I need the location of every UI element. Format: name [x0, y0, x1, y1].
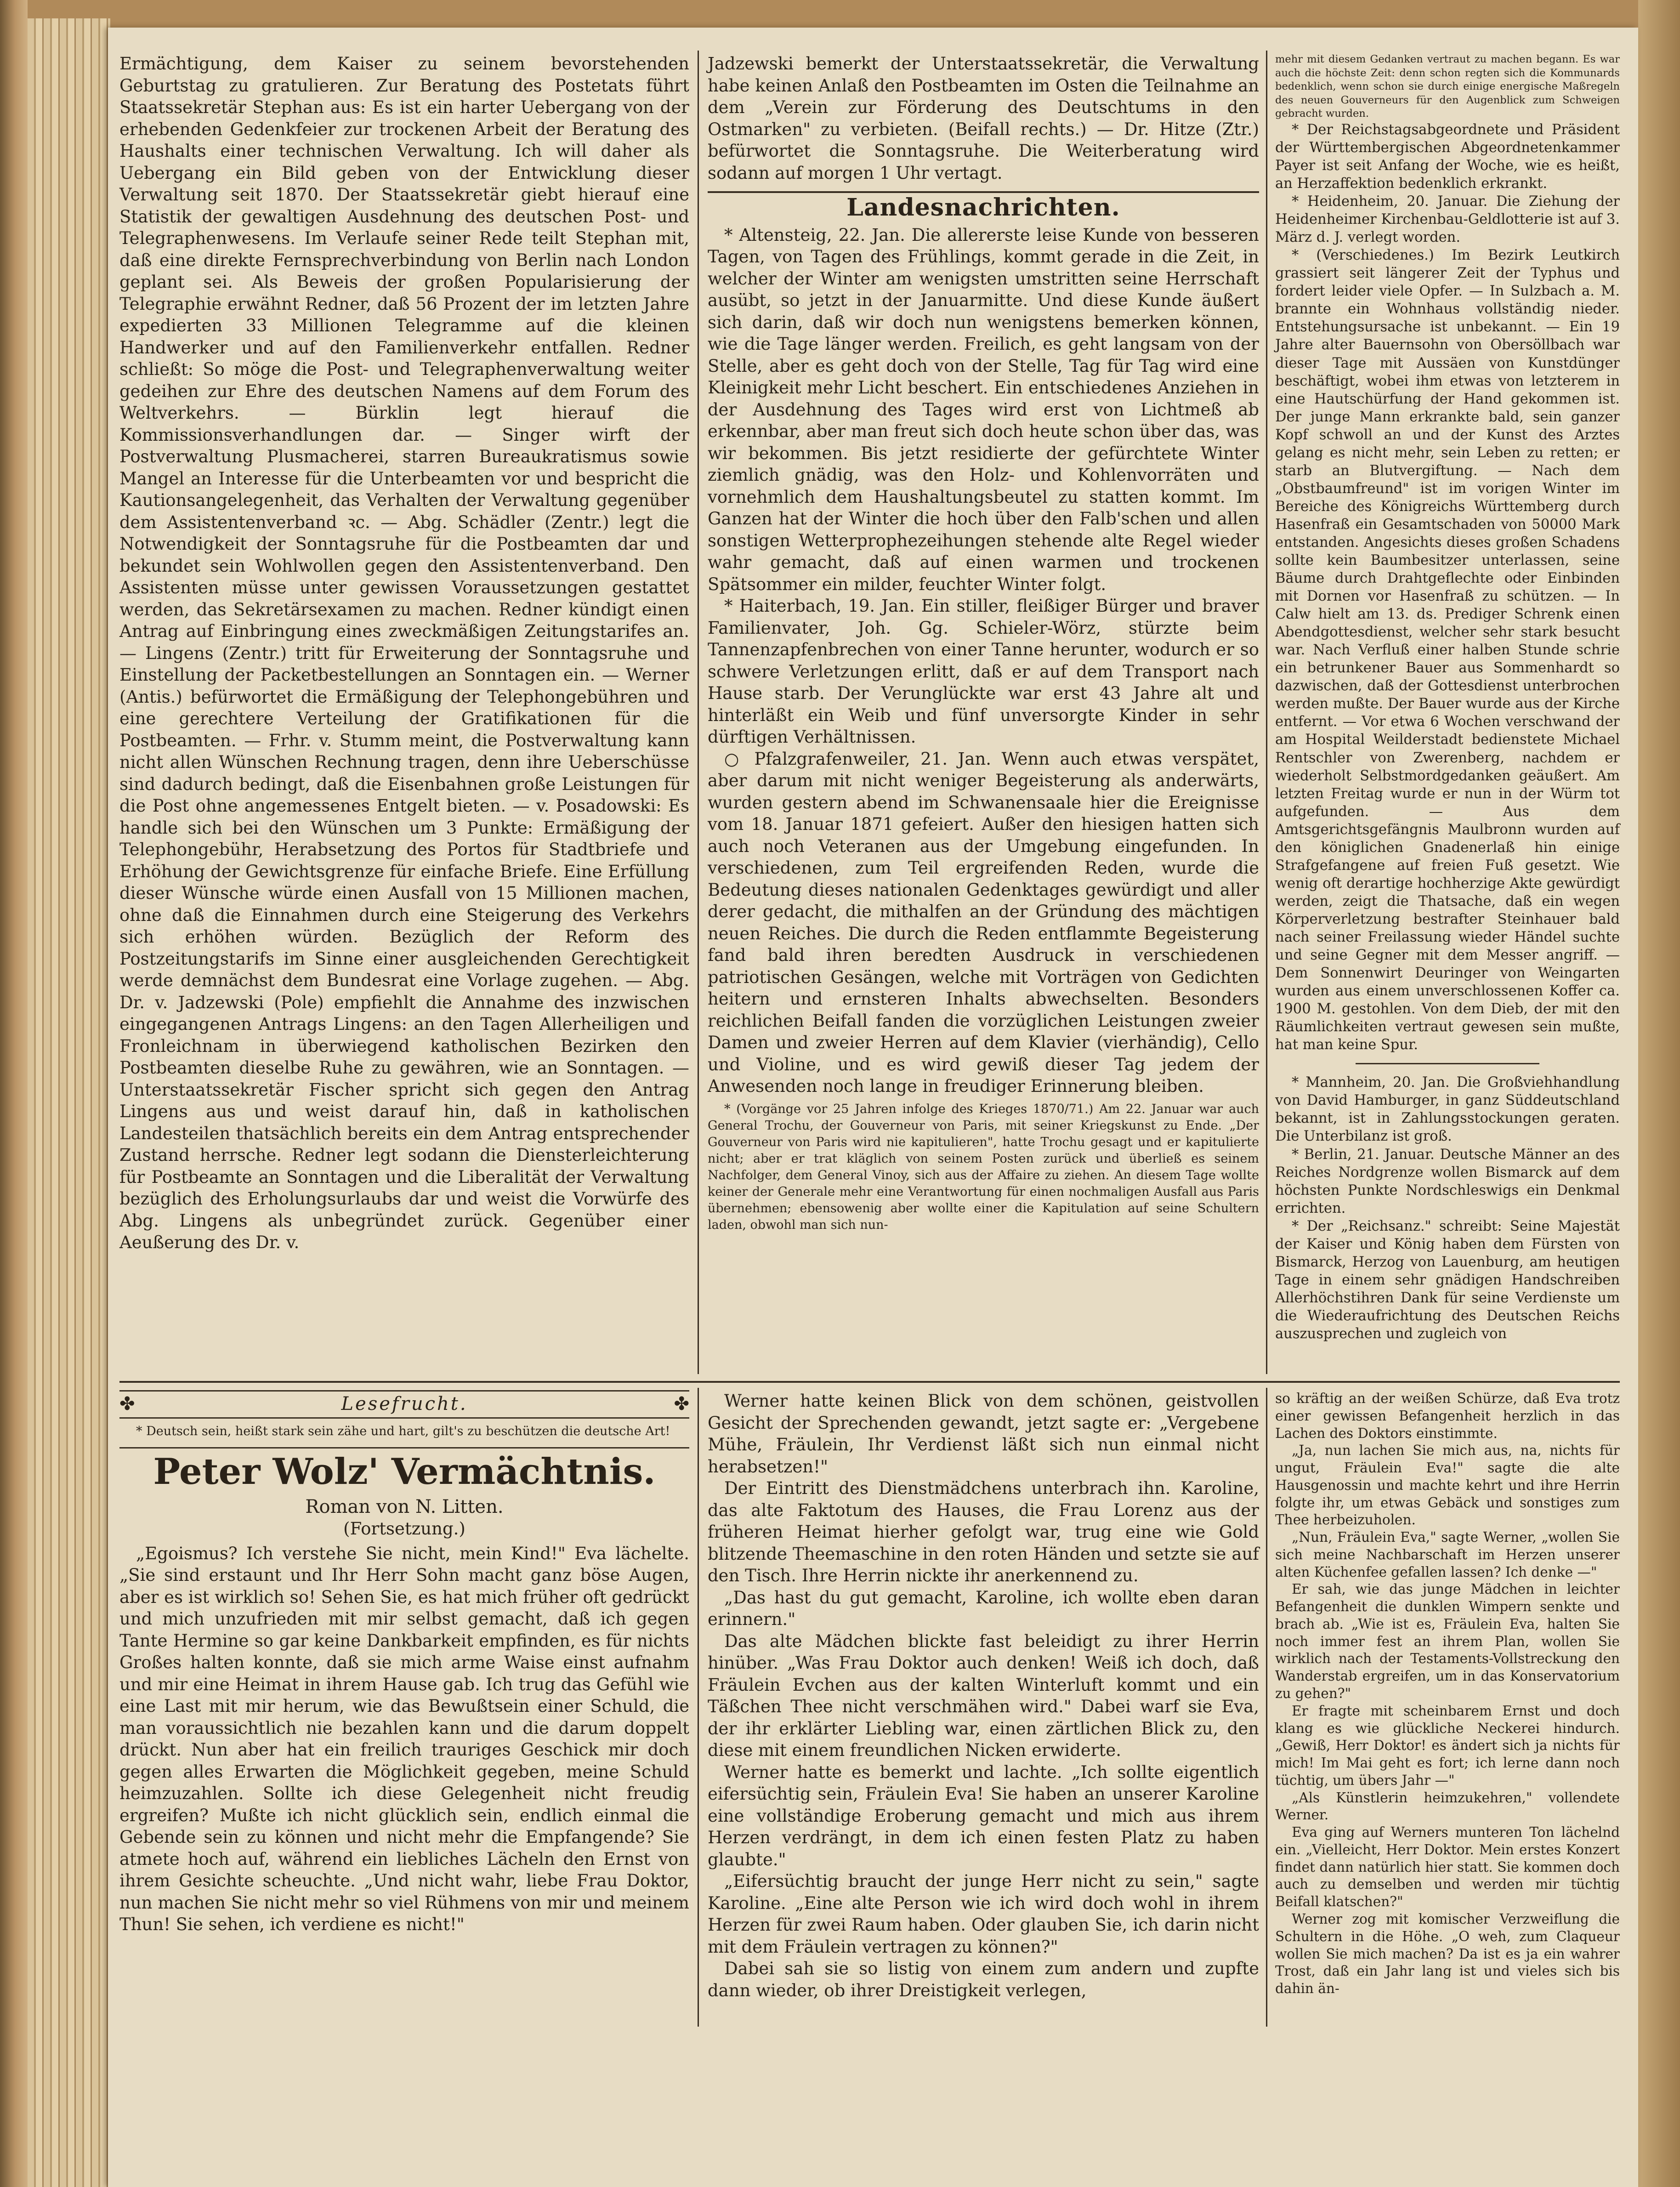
- paragraph: Er sah, wie das junge Mädchen in leichter Befangenheit die dunklen Wimpern senkte und brach ab. „Wie ist es, Fräulein Eva, halten Sie noch immer fest an ihrem Plan, wollen Sie wirklich nach der Testaments-Vollstreckung den Wanderstab ergreifen, um in das Konservatorium zu gehen?": [1275, 1581, 1620, 1702]
- paragraph: ○ Pfalzgrafenweiler, 21. Jan. Wenn auch etwas verspätet, aber darum mit nicht weniger Begeisterung als anderwärts, wurden gestern abend im Schwanensaale hier die Ereignisse vom 18. Januar 1871 gefeiert. Außer den hiesigen hatten sich auch noch Veteranen aus der Umgebung eingefunden. In verschiedenen, zum Teil ergreifenden Reden, wurde die Bedeutung dieses nationalen Gedenktages gewürdigt und aller derer gedacht, die mithalfen an der Gründung des mächtigen neuen Reiches. Die durch die Reden entflammte Begeisterung fand bald ihren beredten Ausdruck in verschiedenen patriotischen Gesängen, welche mit Vorträgen von Gedichten heitern und ernsteren Inhalts abwechselten. Besonders reichlichen Beifall fanden die vorzüglichen Leistungen zweier Damen und zweier Herren auf dem Klavier (vierhändig), Cello und Violine, und es wird gewiß dieser Tag jedem der Anwesenden noch lange in freudiger Erinnerung bleiben.: [708, 749, 1259, 1096]
- section-heading: Landesnachrichten.: [846, 193, 1120, 222]
- book-spine-edge: [0, 0, 28, 2187]
- footnote: * (Vorgänge vor 25 Jahren infolge des Krieges 1870/71.) Am 22. Januar war auch General Trochu, der Gouverneur von Paris, mit seiner Kriegskunst zu Ende. „Der Gouverneur von Paris wird nie kapitulieren", hatte Trochu gesagt und er kapitulierte nicht; aber er trat kläglich von seinem Posten zurück und überließ es seinem Nachfolger, dem General Vinoy, sich aus der Affaire zu ziehen. An diesem Tage wollte keiner der Generale mehr eine Verantwortung für einen nochmaligen Ausfall aus Paris übernehmen; ebensowenig aber wollte einer die Kapitulation auf seine Schultern laden, obwohl man sich nun-: [708, 1102, 1259, 1232]
- paragraph: Werner hatte keinen Blick von dem schönen, geistvollen Gesicht der Sprechenden gewandt, jetzt sagte er: „Vergebene Mühe, Fräulein, Ihr Verdienst läßt sich nun einmal nicht herabsetzen!": [708, 1391, 1259, 1477]
- paragraph: Werner hatte es bemerkt und lachte. „Ich sollte eigentlich eifersüchtig sein, Fräulein Eva! Sie haben an unserer Karoline eine vollständige Eroberung gemacht und mich aus ihrem Herzen verdrängt, in dem ich einen festen Platz zu haben glaubte.": [708, 1762, 1259, 1869]
- column-3: [1275, 53, 1620, 1343]
- paragraph: * Altensteig, 22. Jan. Die allererste leise Kunde von besseren Tagen, von Tagen des Frühlings, kommt gerade in die Zeit, in welcher der Winter am wenigsten umstritten seine Herrschaft ausübt, so jetzt in der Januarmitte. Und diese Kunde äußert sich darin, daß wir doch nun wenigstens bemerken können, wie die Tage länger werden. Freilich, es geht langsam von der Stelle, aber es geht doch von der Stelle, Tag für Tag wird eine Kleinigkeit mehr Licht beschert. Ein entschiedenes Anziehen in der Ausdehnung des Tages wird erst von Lichtmeß ab erkennbar, aber man freut sich doch heute schon über das, was wir bekommen. Bis jetzt residierte der gefürchtete Winter ziemlich gnädig, was den Holz- und Kohlenvorräten und vornehmlich dem Haushaltungsbeutel zu statten kommt. Im Ganzen hat der Winter die hoch über den Falb'schen und allen sonstigen Wetterprophezeihungen stehende alte Regel wieder wahr gemacht, daß auf einen warmen und trockenen Spätsommer ein milder, feuchter Winter folgt.: [708, 225, 1259, 594]
- novel-title: Peter Wolz' Vermächtnis.: [153, 1450, 656, 1493]
- paragraph: Werner zog mit komischer Verzweiflung die Schultern in die Höhe. „O weh, zum Claqueur wollen Sie mich machen? Da ist es ja ein wahrer Trost, daß ein Jahr lang ist und vieles sich bis dahin än-: [1275, 1911, 1620, 1997]
- book-right-edge: [1638, 0, 1680, 2187]
- novel-author: Roman von N. Litten.: [305, 1496, 504, 1517]
- paragraph: * Der Reichstagsabgeordnete und Präsident der Württembergischen Abgeordnetenkammer Payer ist seit Anfang der Woche, wie es heißt, an Herzaffektion bedenklich erkrankt.: [1275, 121, 1620, 192]
- paragraph: * Der „Reichsanz." schreibt: Seine Majestät der Kaiser und König haben dem Fürsten von Bismarck, Herzog von Lauenburg, am heutigen Tage in einem sehr gnädigen Handschreiben Allerhöchstihren Dank für seine Verdienste um die Wiederaufrichtung des Deutschen Reichs auszusprechen und zugleich von: [1275, 1218, 1620, 1342]
- paragraph: „Als Künstlerin heimzukehren," vollendete Werner.: [1275, 1789, 1620, 1823]
- column-2: [708, 53, 1259, 1233]
- section-rule: [119, 1447, 689, 1449]
- paragraph: „Nun, Fräulein Eva," sagte Werner, „wollen Sie sich meine Nachbarschaft im Herzen unserer alten Küchenfee gefallen lassen? Ich denke —": [1275, 1529, 1620, 1580]
- paragraph: Er fragte mit scheinbarem Ernst und doch klang es wie glückliche Neckerei hindurch. „Gewiß, Herr Doktor! es ändert sich ja nichts für mich! Im Mai geht es fort; ich lerne dann noch tüchtig, um übers Jahr —": [1275, 1703, 1620, 1788]
- paragraph: „Egoismus? Ich verstehe Sie nicht, mein Kind!" Eva lächelte. „Sie sind erstaunt und Ihr Herr Sohn macht ganz böse Augen, aber es ist wirklich so! Sehen Sie, es hat mich früher oft gedrückt und mich unzufrieden mit mir selbst gemacht, daß ich gegen Tante Hermine so gar keine Dankbarkeit empfinden, es für nichts Großes halten konnte, daß sie mich arme Waise einst aufnahm und mir eine Heimat in ihrem Hause gab. Ich trug das Gefühl wie eine Last mit mir herum, wie das Bewußtsein einer Schuld, die man voraussichtlich nie bezahlen kann und die darum doppelt drückt. Nun aber hat ein freilich trauriges Geschick mir doch gegen alles Erwarten die Möglichkeit gegeben, meine Schuld heimzuzahlen. Sollte ich diese Gelegenheit nicht freudig ergreifen? Mußte ich nicht glücklich sein, endlich einmal die Gebende sein zu können und nicht mehr die Empfangende? Sie atmete hoch auf, während ein liebliches Lächeln den Ernst von ihrem Gesichte scheuchte. „Und nicht wahr, liebe Frau Doktor, nun machen Sie nicht mehr so viel Rühmens von mir und meinem Thun! Sie sehen, ich verdiene es nicht!": [119, 1543, 690, 1934]
- section-rule: [708, 191, 1259, 193]
- paragraph: Eva ging auf Werners munteren Ton lächelnd ein. „Vielleicht, Herr Doktor. Mein erstes Konzert findet dann natürlich hier statt. Sie kommen doch auch zu demselben und werden mir tüchtig Beifall klatschen?": [1275, 1824, 1620, 1910]
- paragraph: * Mannheim, 20. Jan. Die Großviehhandlung von David Hamburger, in ganz Süddeutschland bekannt, ist in Zahlungsstockungen geraten. Die Unterbilanz ist groß.: [1275, 1074, 1620, 1145]
- paragraph: Dabei sah sie so listig von einem zum andern und zupfte dann wieder, ob ihrer Dreistigkeit verlegen,: [708, 1959, 1259, 2000]
- column-divider: [1266, 1388, 1267, 2027]
- lesefrucht-text: * Deutsch sein, heißt stark sein zähe und hart, gilt's zu beschützen die deutsche Art!: [136, 1424, 670, 1438]
- feuilleton-column-3: [1275, 1390, 1620, 1998]
- paragraph: „Eifersüchtig braucht der junge Herr nicht zu sein," sagte Karoline. „Eine alte Person wie ich wird doch wohl in ihrem Herzen für zwei Raum haben. Oder glauben Sie, ich darin nicht mit dem Fräulein vertragen zu können?": [708, 1871, 1259, 1957]
- separator-rule: [1356, 1063, 1539, 1064]
- paragraph: „Ja, nun lachen Sie mich aus, na, nichts für ungut, Fräulein Eva!" sagte die alte Hausgenossin und machte kehrt und ihre Herrin folgte ihr, um etwas Gebäck und sonstiges zum Thee herbeizuholen.: [1275, 1443, 1620, 1528]
- column-1: [119, 53, 689, 1254]
- paragraph: so kräftig an der weißen Schürze, daß Eva trotz einer gewissen Befangenheit herzlich in das Lachen des Doktors einstimmte.: [1275, 1391, 1620, 1441]
- ornament-icon: ✤: [674, 1393, 689, 1414]
- paragraph: „Das hast du gut gemacht, Karoline, ich wollte eben daran erinnern.": [708, 1587, 1259, 1629]
- ornament-icon: ✤: [119, 1393, 135, 1414]
- paragraph: Der Eintritt des Dienstmädchens unterbrach ihn. Karoline, das alte Faktotum des Hauses, die Frau Lorenz aus der früheren Heimat hierher gefolgt war, trug eine wie Gold blitzende Theemaschine in den roten Händen und setzte sie auf den Tisch. Ihre Herrin nickte ihr anerkennend zu.: [708, 1478, 1259, 1585]
- paragraph: * Berlin, 21. Januar. Deutsche Männer an des Reiches Nordgrenze wollen Bismarck auf dem höchsten Punkte Nordschleswigs ein Denkmal errichten.: [1275, 1146, 1620, 1216]
- paragraph: * Heidenheim, 20. Januar. Die Ziehung der Heidenheimer Kirchenbau-Geldlotterie ist auf 3. März d. J. verlegt worden.: [1275, 193, 1620, 246]
- paragraph: * Haiterbach, 19. Jan. Ein stiller, fleißiger Bürger und braver Familienvater, Joh. Gg. Schieler-Wörz, stürzte beim Tannenzapfenbrechen von einer Tanne herunter, wodurch er so schwere Verletzungen erlitt, daß er auf dem Transport nach Hause starb. Der Verunglückte war erst 43 Jahre alt und hinterläßt ein Weib und fünf unversorgte Kinder in sehr dürftigen Verhältnissen.: [708, 596, 1259, 747]
- column-divider: [698, 1388, 699, 2027]
- lesefrucht-title: Lesefrucht.: [341, 1393, 468, 1414]
- newspaper-page: [108, 28, 1638, 2187]
- column-divider: [1266, 51, 1267, 1374]
- paragraph: Das alte Mädchen blickte fast beleidigt zu ihrer Herrin hinüber. „Was Frau Doktor auch denken! Weiß ich doch, daß Fräulein Evchen aus der kalten Winterluft kommt und ein Täßchen Thee nicht verschmähen wird." Dabei warf sie Eva, der ihr erklärter Liebling war, einen zärtlichen Blick zu, den diese mit einem freundlichen Nicken erwiderte.: [708, 1631, 1259, 1760]
- feuilleton-column-1: [119, 1390, 689, 1936]
- paragraph: Ermächtigung, dem Kaiser zu seinem bevorstehenden Geburtstag zu gratulieren. Zur Beratung des Postetats führt Staatssekretär Stephan aus: Es ist ein harter Uebergang von der erhebenden Gedenkfeier zur trockenen Arbeit der Beratung des Haushalts einer technischen Verwaltung. Ich will daher als Uebergang ein Bild geben von der Entwicklung dieser Verwaltung seit 1870. Der Staatssekretär giebt hierauf eine Statistik der gewaltigen Ausdehnung des deutschen Post- und Telegraphenwesens. Im Verlaufe seiner Rede teilt Stephan mit, daß eine direkte Fernsprechverbindung von Berlin nach London geplant sei. Als Beweis der großen Popularisierung der Telegraphie erwähnt Redner, daß 56 Prozent der im letzten Jahre expedierten 33 Millionen Telegramme auf die kleinen Handwerker und auf den Familienverkehr entfallen. Redner schließt: So möge die Post- und Telegraphenverwaltung weiter gedeihen zur Ehre des deutschen Namens auf dem Forum des Weltverkehrs. — Bürklin legt hierauf die Kommissionsverhandlungen dar. — Singer wirft der Postverwaltung Plusmacherei, starren Bureaukratismus sowie Mangel an Interesse für die Unterbeamten vor und bespricht die Kautionsangelegenheit, das Verhalten der Verwaltung gegenüber dem Assistentenverband ꝛc. — Abg. Schädler (Zentr.) legt die Notwendigkeit der Sonntagsruhe für die Postbeamten dar und bekundet sein Wohlwollen gegen den Assistentenverband. Den Assistenten müsse unter gewissen Voraussetzungen gestattet werden, das Sekretärsexamen zu machen. Redner kündigt einen Antrag auf Einbringung eines zweckmäßigen Zeitungstarifes an. — Lingens (Zentr.) tritt für Erweiterung der Sonntagsruhe und Einstellung der Packetbestellungen an Sonntagen ein. — Werner (Antis.) befürwortet die Ermäßigung der Telephongebühren und eine gerechtere Verteilung der Gratifikationen für die Postbeamten. — Frhr. v. Stumm meint, die Postverwaltung kann nicht allen Wünschen Rechnung tragen, denn ihre Ueberschüsse sind dadurch bedingt, daß die Eisenbahnen große Leistungen für die Post ohne angemessenes Entgelt bieten. — v. Posadowski: Es handle sich bei den Wünschen um 3 Punkte: Ermäßigung der Telephongebühr, Herabsetzung des Portos für Stadtbriefe und Erhöhung der Gewichtsgrenze für einfache Briefe. Eine Erfüllung dieser Wünsche würde einen Ausfall von 15 Millionen machen, ohne daß die Einnahmen durch eine Steigerung des Verkehrs sich erhöhen würden. Bezüglich der Reform des Postzeitungstarifs im Sinne einer ausgleichenden Gerechtigkeit werde demnächst dem Bundesrat eine Vorlage zugehen. — Abg. Dr. v. Jadzewski (Pole) empfiehlt die Annahme des inzwischen eingegangenen Antrags Lingens: an den Tagen Allerheiligen und Fronleichnam in überwiegend katholischen Bezirken den Postbeamten dieselbe Ruhe zu gewähren, wie an Sonntagen. — Unterstaatssekretär Fischer spricht sich gegen den Antrag Lingens aus und weist darauf hin, daß in katholischen Landesteilen thatsächlich bereits ein dem Antrag entsprechender Zustand herrsche. Redner legt sodann die Diensterleichterung für Postbeamte an Sonntagen und die Liberalität der Verwaltung bezüglich des Erholungsurlaubs dar und weist die Vorwürfe des Abg. Lingens als unbegründet zurück. Gegenüber einer Aeußerung des Dr. v.: [119, 54, 689, 1252]
- column-divider: [698, 51, 699, 1374]
- paragraph: * (Verschiedenes.) Im Bezirk Leutkirch grassiert seit längerer Zeit der Typhus und fordert leider viele Opfer. — In Sulzbach a. M. brannte ein Wohnhaus vollständig nieder. Entstehungsursache ist unbekannt. — Ein 19 Jahre alter Bauernsohn von Obersöllbach war dieser Tage mit Aussäen von Kunstdünger beschäftigt, wobei ihm etwas von letzterem in eine Hautschürfung der Hand gekommen ist. Der junge Mann erkrankte bald, sein ganzer Kopf schwoll an und der Kunst des Arztes gelang es nicht mehr, sein Leben zu retten; er starb an Blutvergiftung. — Nach dem „Obstbaumfreund" ist im vorigen Winter im Bereiche des Königreichs Württemberg durch Hasenfraß ein Gesamtschaden von 50000 Mark entstanden. Angesichts dieses großen Schadens sollte kein Baumbesitzer unterlassen, seine Bäume durch Drahtgeflechte oder Einbinden mit Dornen vor Hasenfraß zu schützen. — In Calw hielt am 13. ds. Prediger Schrenk einen Abendgottesdienst, welcher sehr stark besucht war. Nach Verfluß einer halben Stunde schrie ein betrunkener Bauer aus Sommenhardt so dazwischen, daß der Gottesdienst unterbrochen werden mußte. Der Bauer wurde aus der Kirche entfernt. — Vor etwa 6 Wochen verschwand der am Hospital Weilderstadt bedienstete Michael Rentschler von Zwerenberg, nachdem er wiederholt Selbstmordgedanken geäußert. Am letzten Freitag wurde er nun in der Würm tot aufgefunden. — Aus dem Amtsgerichtsgefängnis Maulbronn wurden auf den königlichen Gnadenerlaß hin einige Strafgefangene auf freien Fuß gesetzt. Wie wenig oft derartige hochherzige Akte gewürdigt werden, zeigt die Thatsache, daß ein wegen Körperverletzung bestrafter Steinhauer bald nach seiner Freilassung wieder Händel suchte und seine Gegner mit dem Messer angriff. — Dem Sonnenwirt Deuringer von Weingarten wurden aus einem unverschlossenen Koffer ca. 1900 M. gestohlen. Von dem Dieb, der mit den Räumlichkeiten vertraut gewesen sein mußte, hat man keine Spur.: [1275, 247, 1620, 1053]
- footnote-continued: mehr mit diesem Gedanken vertraut zu machen begann. Es war auch die höchste Zeit: denn schon regten sich die Kommunards bedenklich, wenn schon sie durch einige energische Maßregeln des neuen Gouverneurs für den Augenblick zum Schweigen gebracht wurden.: [1275, 53, 1620, 120]
- feuilleton-rule: [119, 1381, 1620, 1383]
- stacked-page-edges: [28, 18, 110, 2187]
- novel-continuation: (Fortsetzung.): [343, 1519, 465, 1539]
- paragraph: Jadzewski bemerkt der Unterstaatssekretär, die Verwaltung habe keinen Anlaß den Postbeamten im Osten die Teilnahme an dem „Verein zur Förderung des Deutschtums in den Ostmarken" zu verbieten. (Beifall rechts.) — Dr. Hitze (Ztr.) befürwortet die Sonntagsruhe. Die Weiterberatung wird sodann auf morgen 1 Uhr vertagt.: [708, 54, 1259, 183]
- lesefrucht-header: [119, 1390, 689, 1419]
- feuilleton-column-2: [708, 1390, 1259, 2001]
